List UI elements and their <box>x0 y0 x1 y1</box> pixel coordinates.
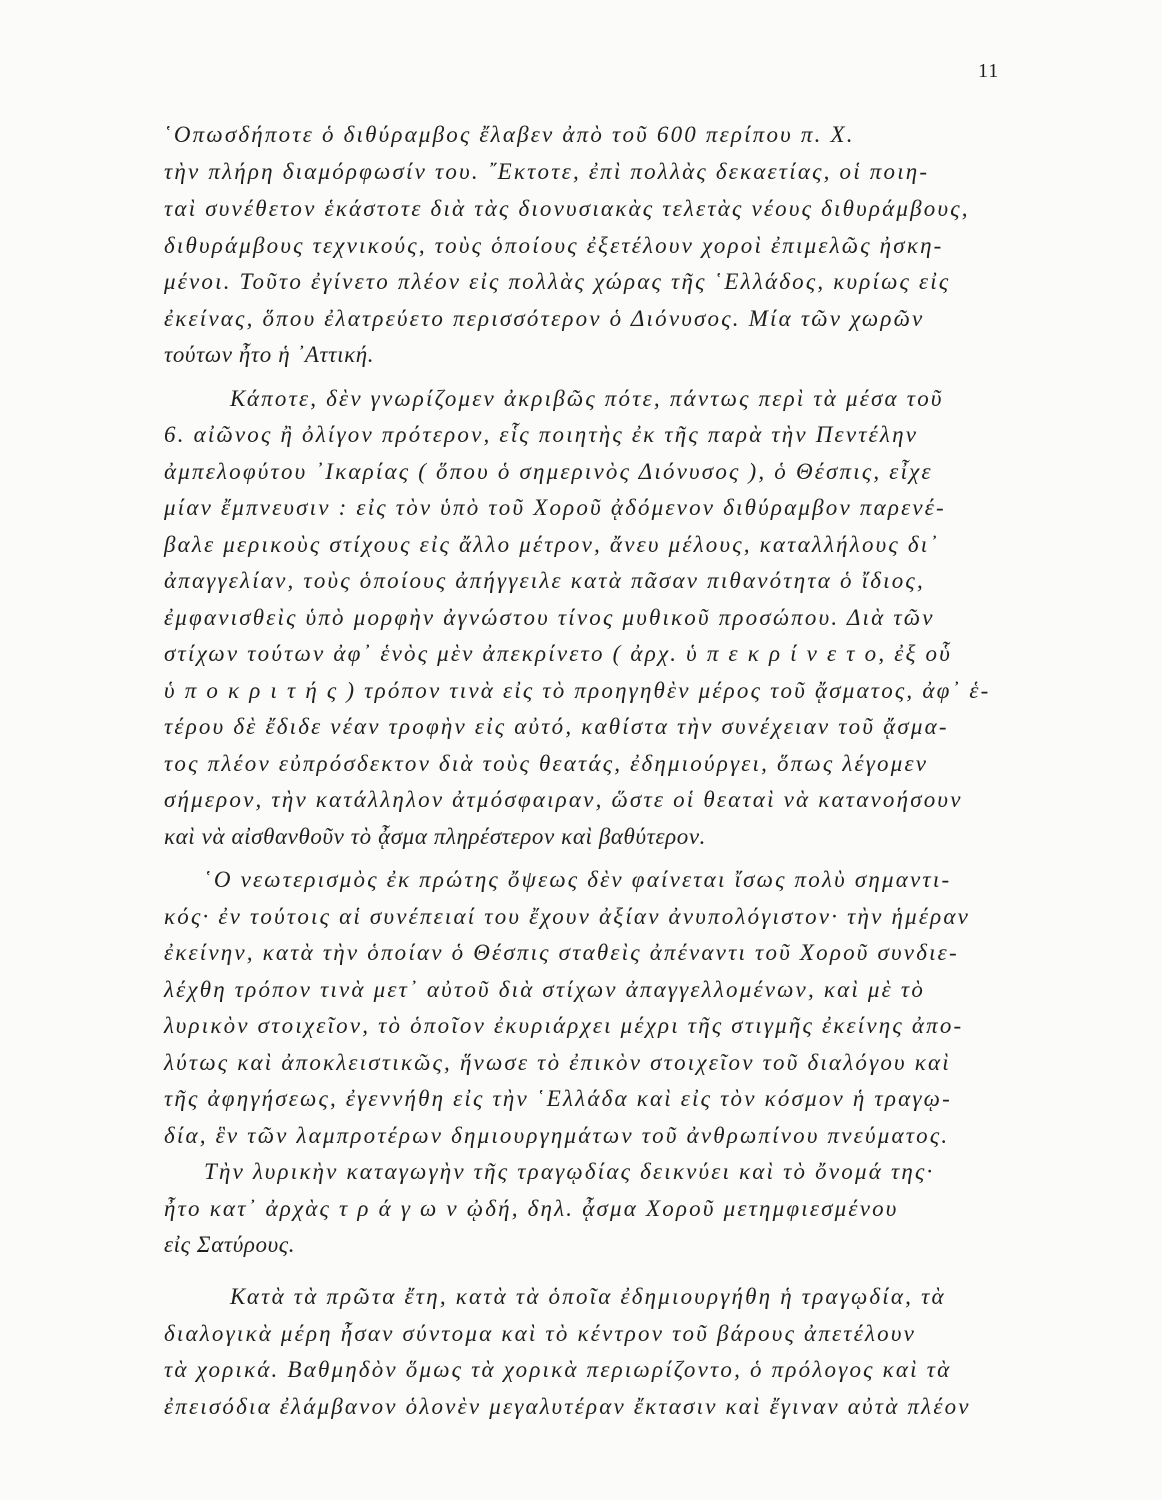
text-line: Τὴν λυρικὴν καταγωγὴν τῆς τραγῳδίας δεικνύει καὶ τὸ ὄνομά της· <box>204 1159 935 1184</box>
text-line: κός· ἐν τούτοις αἱ συνέπειαί του ἔχουν ἀξίαν ἀνυπολόγιστον· τὴν ἡμέραν <box>164 904 971 929</box>
text-line: μίαν ἔμπνευσιν : εἰς τὸν ὑπὸ τοῦ Χοροῦ ᾀδόμενον διθύραμβον παρενέ- <box>164 495 946 520</box>
text-line: εἰς Σατύρους. <box>164 1232 296 1257</box>
text-line: τὴν πλήρη διαμόρφωσίν του. ῎Εκτοτε, ἐπὶ πολλὰς δεκαετίας, οἱ ποιη- <box>164 159 930 184</box>
text-line: ἀμπελοφύτου ᾿Ικαρίας ( ὅπου ὁ σημερινὸς Διόνυσος ), ὁ Θέσπις, εἶχε <box>164 459 933 484</box>
page-number: 11 <box>978 60 1000 82</box>
text-line: λύτως καὶ ἀποκλειστικῶς, ἥνωσε τὸ ἐπικὸν στοιχεῖον τοῦ διαλόγου καὶ <box>164 1050 951 1075</box>
text-line: τέρου δὲ ἔδιδε νέαν τροφὴν εἰς αὐτό, καθίστα τὴν συνέχειαν τοῦ ᾄσμα- <box>164 714 949 739</box>
text-line: λέχθη τρόπον τινὰ μετ᾿ αὐτοῦ διὰ στίχων ἀπαγγελλομένων, καὶ μὲ τὸ <box>164 977 926 1002</box>
text-line: βαλε μερικοὺς στίχους εἰς ἄλλο μέτρον, ἄνευ μέλους, καταλλήλους δι᾿ <box>164 532 940 557</box>
text-line: ἐπεισόδια ἐλάμβανον ὁλονὲν μεγαλυτέραν ἔκτασιν καὶ ἔγιναν αὐτὰ πλέον <box>164 1394 971 1419</box>
text-line: 6. αἰῶνος ἢ ὀλίγον πρότερον, εἷς ποιητὴς ἐκ τῆς παρὰ τὴν Πεντέλην <box>164 422 919 447</box>
text-line: ἀπαγγελίαν, τοὺς ὁποίους ἀπήγγειλε κατὰ πᾶσαν πιθανότητα ὁ ἴδιος, <box>164 568 925 593</box>
text-line: ὑ π ο κ ρ ι τ ή ς ) τρόπον τινὰ εἰς τὸ προηγηθὲν μέρος τοῦ ᾄσματος, ἀφ᾿ ἑ- <box>164 678 991 703</box>
text-line: Κατὰ τὰ πρῶτα ἔτη, κατὰ τὰ ὁποῖα ἐδημιουργήθη ἡ τραγῳδία, τὰ <box>230 1284 946 1309</box>
text-line: ταὶ συνέθετον ἑκάστοτε διὰ τὰς διονυσιακὰς τελετὰς νέους διθυράμβους, <box>164 196 970 221</box>
text-line: ἐμφανισθεὶς ὑπὸ μορφὴν ἀγνώστου τίνος μυθικοῦ προσώπου. Διὰ τῶν <box>164 605 935 630</box>
text-line: διαλογικὰ μέρη ἦσαν σύντομα καὶ τὸ κέντρον τοῦ βάρους ἀπετέλουν <box>164 1321 917 1346</box>
text-line: ἦτο κατ᾿ ἀρχὰς τ ρ ά γ ω ν ᾠδή, δηλ. ᾆσμα Χοροῦ μετημφιεσμένου <box>164 1196 899 1221</box>
text-line: δία, ἓν τῶν λαμπροτέρων δημιουργημάτων τοῦ ἀνθρωπίνου πνεύματος. <box>164 1123 950 1148</box>
text-line: ἐκείνην, κατὰ τὴν ὁποίαν ὁ Θέσπις σταθεὶς ἀπέναντι τοῦ Χοροῦ συνδιε- <box>164 940 959 965</box>
text-line: διθυράμβους τεχνικούς, τοὺς ὁποίους ἐξετέλουν χοροὶ ἐπιμελῶς ἠσκη- <box>164 233 944 258</box>
text-line: τῆς ἀφηγήσεως, ἐγεννήθη εἰς τὴν ῾Ελλάδα καὶ εἰς τὸν κόσμον ἡ τραγῳ- <box>164 1086 952 1111</box>
text-line: τὰ χορικά. Βαθμηδὸν ὅμως τὰ χορικὰ περιωρίζοντο, ὁ πρόλογος καὶ τὰ <box>164 1357 952 1382</box>
text-line: σήμερον, τὴν κατάλληλον ἀτμόσφαιραν, ὥστε οἱ θεαταὶ νὰ κατανοήσουν <box>164 787 963 812</box>
text-line: μένοι. Τοῦτο ἐγίνετο πλέον εἰς πολλὰς χώρας τῆς ῾Ελλάδος, κυρίως εἰς <box>164 269 951 294</box>
text-line: Κάποτε, δὲν γνωρίζομεν ἀκριβῶς πότε, πάντως περὶ τὰ μέσα τοῦ <box>230 386 944 411</box>
text-line: τος πλέον εὐπρόσδεκτον διὰ τοὺς θεατάς, ἐδημιούργει, ὅπως λέγομεν <box>164 751 929 776</box>
text-line: ῾Ο νεωτερισμὸς ἐκ πρώτης ὄψεως δὲν φαίνεται ἴσως πολὺ σημαντι- <box>204 867 952 892</box>
text-line: ἐκείνας, ὅπου ἐλατρεύετο περισσότερον ὁ Διόνυσος. Μία τῶν χωρῶν <box>164 306 925 331</box>
text-line: καὶ νὰ αἰσθανθοῦν τὸ ᾆσμα πληρέστερον καὶ βαθύτερον. <box>164 824 707 849</box>
text-line: στίχων τούτων ἀφ᾿ ἑνὸς μὲν ἀπεκρίνετο ( ἀρχ. ὑ π ε κ ρ ί ν ε τ ο, ἐξ οὗ <box>164 641 952 666</box>
text-line: ῾Οπωσδήποτε ὁ διθύραμβος ἔλαβεν ἀπὸ τοῦ 600 περίπου π. Χ. <box>164 122 855 147</box>
text-line: λυρικὸν στοιχεῖον, τὸ ὁποῖον ἐκυριάρχει μέχρι τῆς στιγμῆς ἐκείνης ἀπο- <box>164 1013 964 1038</box>
text-line: τούτων ἦτο ἡ ᾿Αττική. <box>164 342 375 367</box>
